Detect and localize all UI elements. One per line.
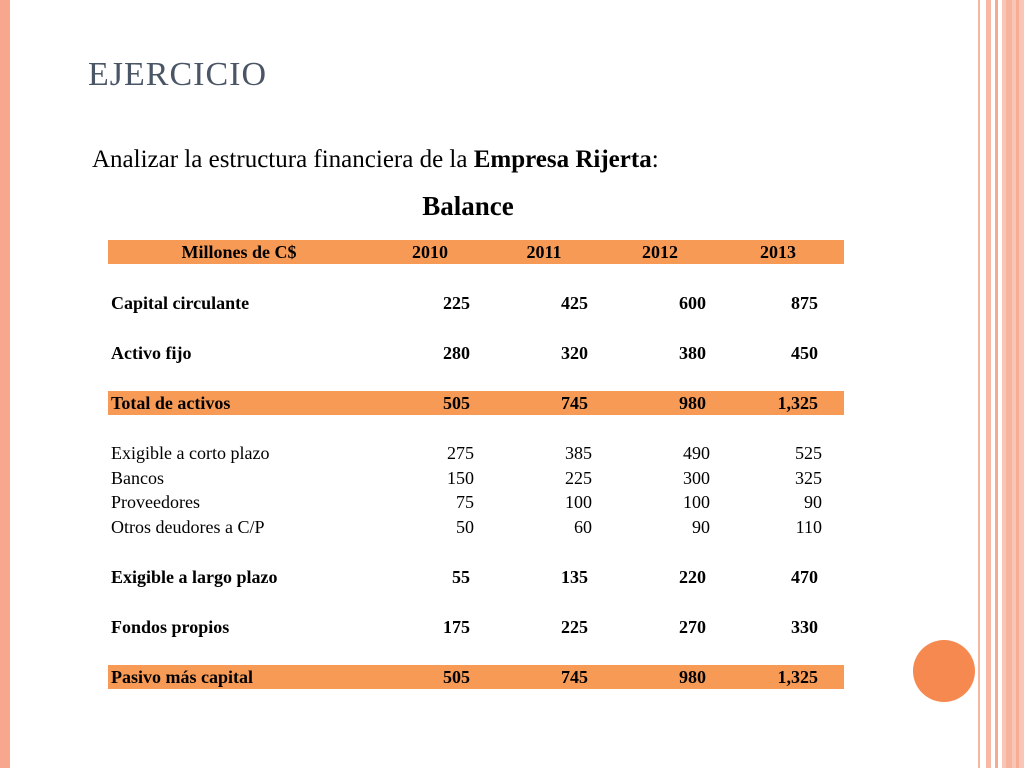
row-value: 320 (561, 343, 588, 363)
right-decorative-stripe (978, 0, 980, 768)
row-label: Fondos propios (111, 617, 230, 637)
row-value: 100 (565, 492, 592, 512)
row-value: 225 (443, 293, 470, 313)
table-row-total (108, 665, 844, 689)
right-decorative-stripe (1016, 0, 1019, 768)
right-decorative-stripe (986, 0, 991, 768)
row-value: 90 (804, 492, 822, 512)
row-value: 225 (565, 468, 592, 488)
table-row (108, 515, 844, 539)
row-value: 60 (574, 517, 592, 537)
header-cell: 2012 (642, 242, 678, 262)
row-value: 135 (561, 567, 588, 587)
table-row (108, 341, 844, 365)
row-label: Proveedores (111, 492, 200, 512)
row-label: Capital circulante (111, 293, 250, 313)
left-decorative-rule (0, 0, 10, 768)
row-value: 75 (456, 492, 474, 512)
table-title: Balance (422, 191, 514, 221)
table-row (108, 615, 844, 639)
row-value: 380 (679, 343, 706, 363)
row-value: 325 (795, 468, 822, 488)
row-value: 745 (561, 667, 588, 687)
row-value: 220 (679, 567, 706, 587)
table-row (108, 441, 844, 465)
row-label: Bancos (111, 468, 164, 488)
header-cell: Millones de C$ (181, 242, 297, 262)
row-value: 425 (561, 293, 588, 313)
row-value: 50 (456, 517, 474, 537)
header-cell: 2011 (526, 242, 562, 262)
company-name: Empresa Rijerta (473, 146, 652, 173)
row-label: Otros deudores a C/P (111, 517, 265, 537)
row-label: Activo fijo (111, 343, 192, 363)
row-label: Pasivo más capital (111, 667, 253, 687)
decorative-circle (913, 640, 975, 702)
row-value: 525 (795, 443, 822, 463)
table-row-total (108, 391, 844, 415)
row-value: 110 (795, 517, 822, 537)
subtitle-suffix: : (651, 146, 659, 173)
row-value: 385 (565, 443, 592, 463)
row-value: 505 (443, 393, 470, 413)
row-value: 505 (443, 667, 470, 687)
slide-title: EJERCICIO (88, 56, 267, 93)
table-header-row (108, 240, 844, 264)
row-value: 745 (561, 393, 588, 413)
right-decorative-stripe (995, 0, 998, 768)
row-value: 490 (683, 443, 710, 463)
table-row (108, 565, 844, 589)
row-value: 450 (791, 343, 818, 363)
row-value: 1,325 (777, 667, 818, 687)
row-value: 150 (447, 468, 474, 488)
right-decorative-stripe (1006, 0, 1012, 768)
row-label: Exigible a largo plazo (111, 567, 278, 587)
row-value: 330 (791, 617, 818, 637)
row-value: 275 (447, 443, 474, 463)
row-label: Exigible a corto plazo (111, 443, 270, 463)
table-row (108, 466, 844, 490)
row-value: 225 (561, 617, 588, 637)
header-cell: 2013 (760, 242, 796, 262)
subtitle-prefix: Analizar la estructura financiera de la (92, 146, 474, 173)
row-value: 980 (679, 667, 706, 687)
row-value: 280 (443, 343, 470, 363)
row-value: 980 (679, 393, 706, 413)
row-value: 1,325 (777, 393, 818, 413)
table-row (108, 291, 844, 315)
table-row (108, 490, 844, 514)
row-value: 600 (679, 293, 706, 313)
row-value: 270 (679, 617, 706, 637)
row-value: 175 (443, 617, 470, 637)
slide-subtitle (92, 146, 659, 174)
row-value: 470 (791, 567, 818, 587)
row-value: 300 (683, 468, 710, 488)
row-value: 875 (791, 293, 818, 313)
row-value: 90 (692, 517, 710, 537)
row-value: 55 (452, 567, 470, 587)
row-label: Total de activos (111, 393, 231, 413)
header-cell: 2010 (412, 242, 448, 262)
row-value: 100 (683, 492, 710, 512)
